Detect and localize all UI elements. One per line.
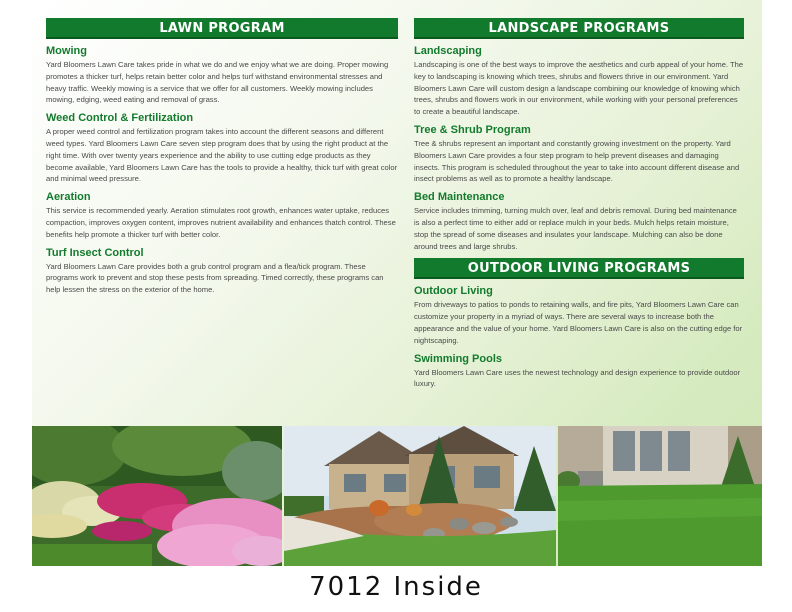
section-title: Outdoor Living bbox=[414, 285, 493, 298]
section-landscaping bbox=[414, 45, 744, 118]
landscape-programs-banner: LANDSCAPE PROGRAMS bbox=[414, 18, 744, 39]
lawn-program-banner: LAWN PROGRAM bbox=[46, 18, 398, 39]
section-body: A proper weed control and fertilization program takes into account the different seasons and different weed types. Yard Bloomers Lawn Care seven step program does that by using the right product at the right time. With over twenty years experience and the ability to use cutting edge products as they become available, Yard Bloomers Lawn Care has the tools to provide a healthy, thick turf with great color and minimal weed pressure. bbox=[46, 127, 398, 184]
section-title: Aeration bbox=[46, 191, 91, 204]
section-bed-maintenance bbox=[414, 191, 744, 252]
section-title: Weed Control & Fertilization bbox=[46, 112, 194, 125]
section-body: Yard Bloomers Lawn Care uses the newest technology and design experience to provide outdoor luxury. bbox=[414, 367, 741, 389]
flower-garden-photo bbox=[32, 426, 282, 566]
outdoor-living-banner: OUTDOOR LIVING PROGRAMS bbox=[414, 258, 744, 279]
page-caption: 7012 Inside bbox=[309, 572, 483, 602]
section-title: Turf Insect Control bbox=[46, 246, 144, 259]
section-body: Yard Bloomers Lawn Care takes pride in what we do and we enjoy what we are doing. Proper mowing promotes a thicker turf, helps retain better color and helps turf withstand environmental stresses and heavy traffic. Weekly mowing is a service that we offer for all customers. Weekly mowing includes mowing, edging, weed eating and removal of grass. bbox=[46, 60, 389, 105]
house-landscape-photo bbox=[284, 426, 556, 566]
section-tree-shrub bbox=[414, 124, 744, 185]
section-body: This service is recommended yearly. Aeration stimulates root growth, enhances water uptake, reduces compaction, improves oxygen content, improves nutrient availability and enhances thatch control. These benefits help promote a thicker turf with better color. bbox=[46, 206, 396, 239]
lawn-program-panel bbox=[46, 18, 398, 296]
section-title: Landscaping bbox=[414, 45, 482, 57]
section-title: Bed Maintenance bbox=[414, 191, 505, 204]
brochure-inside-spread bbox=[32, 0, 762, 566]
section-body: From driveways to patios to ponds to retaining walls, and fire pits, Yard Bloomers Lawn Care can customize your property in a myriad of ways. There are several ways to increase both the appearance and the value of your home. Yard Bloomers Lawn Care is also on the cutting edge for nightscaping. bbox=[414, 300, 743, 345]
section-turf-insect-control bbox=[46, 247, 398, 296]
section-body: Tree & shrubs represent an important and constantly growing investment on the property. Yard Bloomers Lawn Care provides a four step program to help prevent diseases and damaging insects. This program is scheduled throughout the year to take into account different disease and insect problems as well as to promote a healthy landscape. bbox=[414, 138, 740, 184]
landscape-panel bbox=[414, 18, 744, 390]
section-body: Yard Bloomers Lawn Care provides both a grub control program and a flea/tick program. These programs work to prevent and stop these pests from spreading. Timed correctly, these programs can help lessen the stress on the exterior of the home. bbox=[46, 261, 384, 295]
section-body: Landscaping is one of the best ways to improve the aesthetics and curb appeal of your home. The key to landscaping is knowing which trees, shrubs and flowers thrive in our environment. Yard Bloomers Lawn Care will custom design a landscape combining our knowledge of knowing which trees, shrubs and flowers work in our environment, while working with your personal preferences to create a beautiful landscape. bbox=[414, 60, 744, 117]
section-title: Swimming Pools bbox=[414, 352, 503, 365]
section-body: Service includes trimming, turning mulch over, leaf and debris removal. During bed maintenance is also a perfect time to either add or replace mulch in your beds. Mulch helps retain moisture, stop the spread of some diseases and insulates your landscape. Mulching can also be done around trees and large shrubs. bbox=[414, 206, 737, 251]
section-weed-control bbox=[46, 112, 398, 185]
section-outdoor-living bbox=[414, 285, 744, 346]
photo-strip bbox=[32, 426, 762, 566]
section-title: Mowing bbox=[46, 45, 87, 57]
section-aeration bbox=[46, 191, 398, 240]
section-title: Tree & Shrub Program bbox=[414, 123, 531, 136]
section-mowing bbox=[46, 45, 398, 106]
section-swimming-pools bbox=[414, 353, 744, 391]
backyard-lawn-photo bbox=[558, 426, 762, 566]
